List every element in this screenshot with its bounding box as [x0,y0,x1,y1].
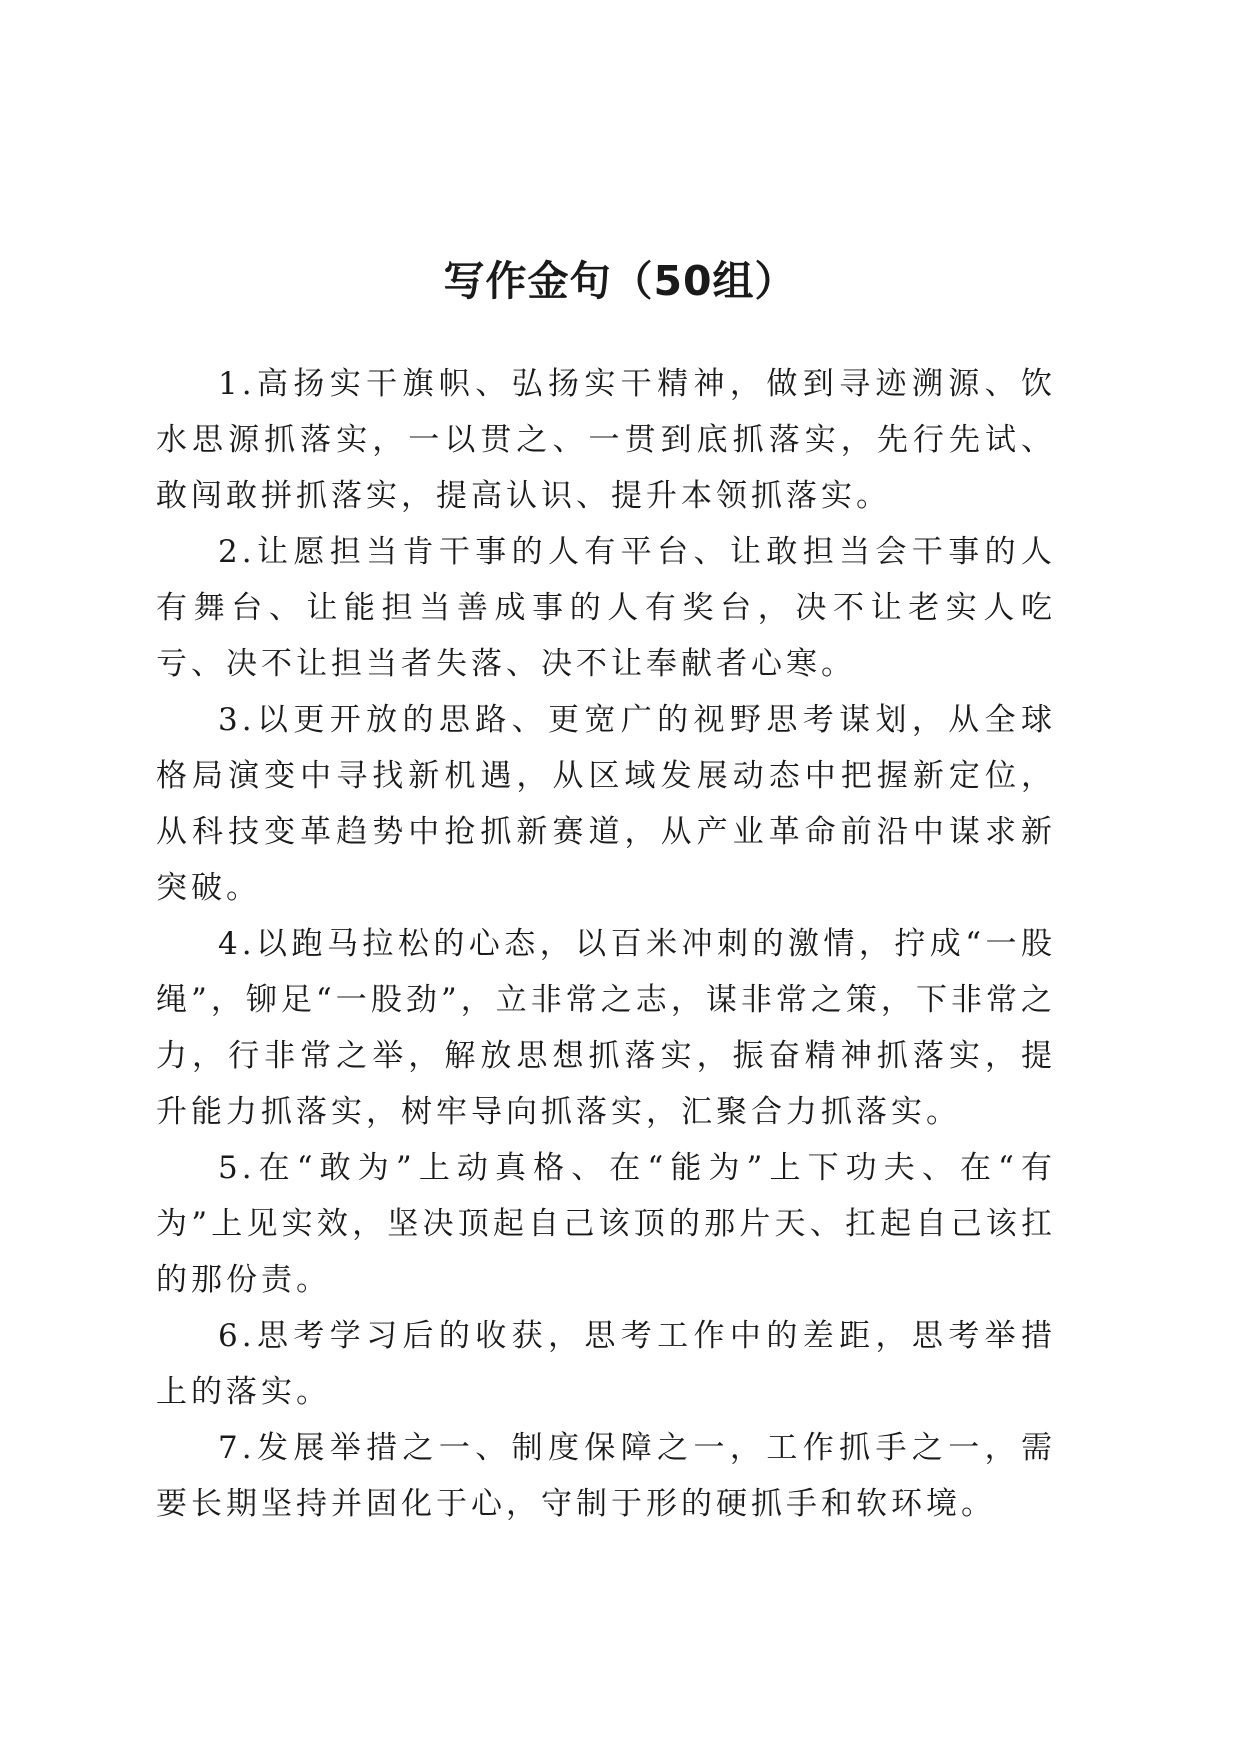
paragraph-3: 3.以更开放的思路、更宽广的视野思考谋划，从全球格局演变中寻找新机遇，从区域发展动态中把握新定位，从科技变革趋势中抢抓新赛道，从产业革命前沿中谋求新突破。 [156,702,1056,906]
document-body [156,356,1056,1532]
paragraph-6: 6.思考学习后的收获，思考工作中的差距，思考举措上的落实。 [156,1318,1056,1410]
paragraph-1: 1.高扬实干旗帜、弘扬实干精神，做到寻迹溯源、饮水思源抓落实，一以贯之、一贯到底抓落实，先行先试、敢闯敢拼抓落实，提高认识、提升本领抓落实。 [156,366,1056,514]
paragraph-7: 7.发展举措之一、制度保障之一，工作抓手之一，需要长期坚持并固化于心，守制于形的硬抓手和软环境。 [156,1430,1056,1522]
document-title: 写作金句（50组） [443,257,797,305]
paragraph-4: 4.以跑马拉松的心态，以百米冲刺的激情，拧成“一股绳”，铆足“一股劲”，立非常之志，谋非常之策，下非常之力，行非常之举，解放思想抓落实，振奋精神抓落实，提升能力抓落实，树牢导向抓落实，汇聚合力抓落实。 [156,926,1056,1130]
paragraph-5: 5.在“敢为”上动真格、在“能为”上下功夫、在“有为”上见实效，坚决顶起自己该顶的那片天、扛起自己该扛的那份责。 [156,1150,1056,1298]
paragraph-2: 2.让愿担当肯干事的人有平台、让敢担当会干事的人有舞台、让能担当善成事的人有奖台，决不让老实人吃亏、决不让担当者失落、决不让奉献者心寒。 [156,534,1056,682]
